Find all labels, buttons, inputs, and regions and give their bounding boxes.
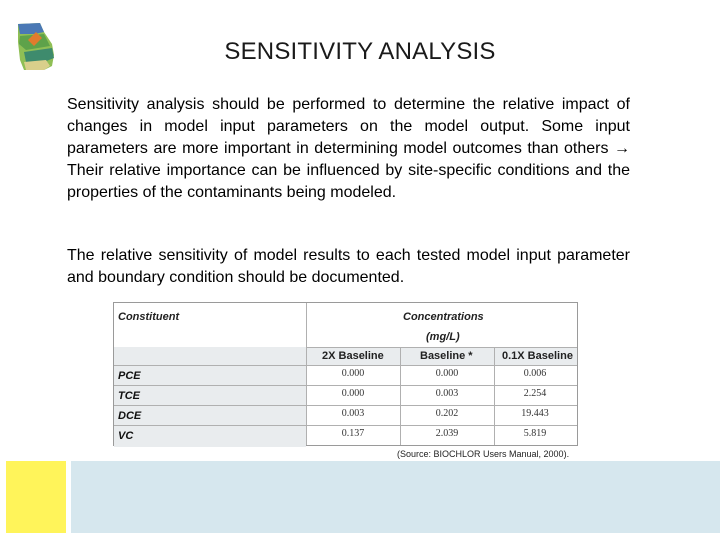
page-title: SENSITIVITY ANALYSIS xyxy=(224,38,496,65)
cell-value: 2.039 xyxy=(435,428,459,439)
table-divider xyxy=(114,425,577,426)
column-header-units: (mg/L) xyxy=(426,331,460,343)
cell-value: 0.000 xyxy=(435,368,459,379)
paragraph-documentation: The relative sensitivity of model results to each tested model input parameter and boundary condition should be documented. xyxy=(67,247,630,286)
row-label-pce: PCE xyxy=(118,370,141,382)
shade-constituent-column xyxy=(114,365,306,447)
table-divider xyxy=(400,347,401,445)
cell-value: 0.006 xyxy=(523,368,547,379)
cell-value: 0.000 xyxy=(341,368,365,379)
subheader-0-1x-baseline: 0.1X Baseline xyxy=(502,350,573,362)
table-divider xyxy=(114,405,577,406)
column-header-constituent: Constituent xyxy=(118,311,180,323)
footer-yellow-block xyxy=(6,461,66,533)
row-label-vc: VC xyxy=(118,430,134,442)
cell-value: 0.202 xyxy=(435,408,459,419)
table-divider xyxy=(306,303,307,445)
footer-blue-band xyxy=(71,461,720,533)
subheader-2x-baseline: 2X Baseline xyxy=(322,350,384,362)
cell-value: 0.003 xyxy=(435,388,459,399)
table-divider xyxy=(306,347,577,348)
cell-value: 0.000 xyxy=(341,388,365,399)
cell-value: 2.254 xyxy=(523,388,547,399)
source-citation: (Source: BIOCHLOR Users Manual, 2000). xyxy=(397,449,570,459)
cell-value: 19.443 xyxy=(521,408,549,419)
subheader-baseline: Baseline * xyxy=(420,350,473,362)
concentration-table xyxy=(113,302,578,446)
row-label-tce: TCE xyxy=(118,390,140,402)
table-divider xyxy=(114,385,577,386)
cell-value: 0.137 xyxy=(341,428,365,439)
cell-value: 5.819 xyxy=(523,428,547,439)
paragraph-sensitivity-intro: Sensitivity analysis should be performed to determine the relative impact of changes in model input parameters on the model output. Some input parameters are more important in determining model outcomes than others → Their relative importance can be influenced by site-specific conditions and the properties of the contaminants being modeled. xyxy=(67,96,630,201)
table-divider xyxy=(114,365,577,366)
column-header-concentrations: Concentrations xyxy=(403,311,484,323)
row-label-dce: DCE xyxy=(118,410,142,422)
cell-value: 0.003 xyxy=(341,408,365,419)
